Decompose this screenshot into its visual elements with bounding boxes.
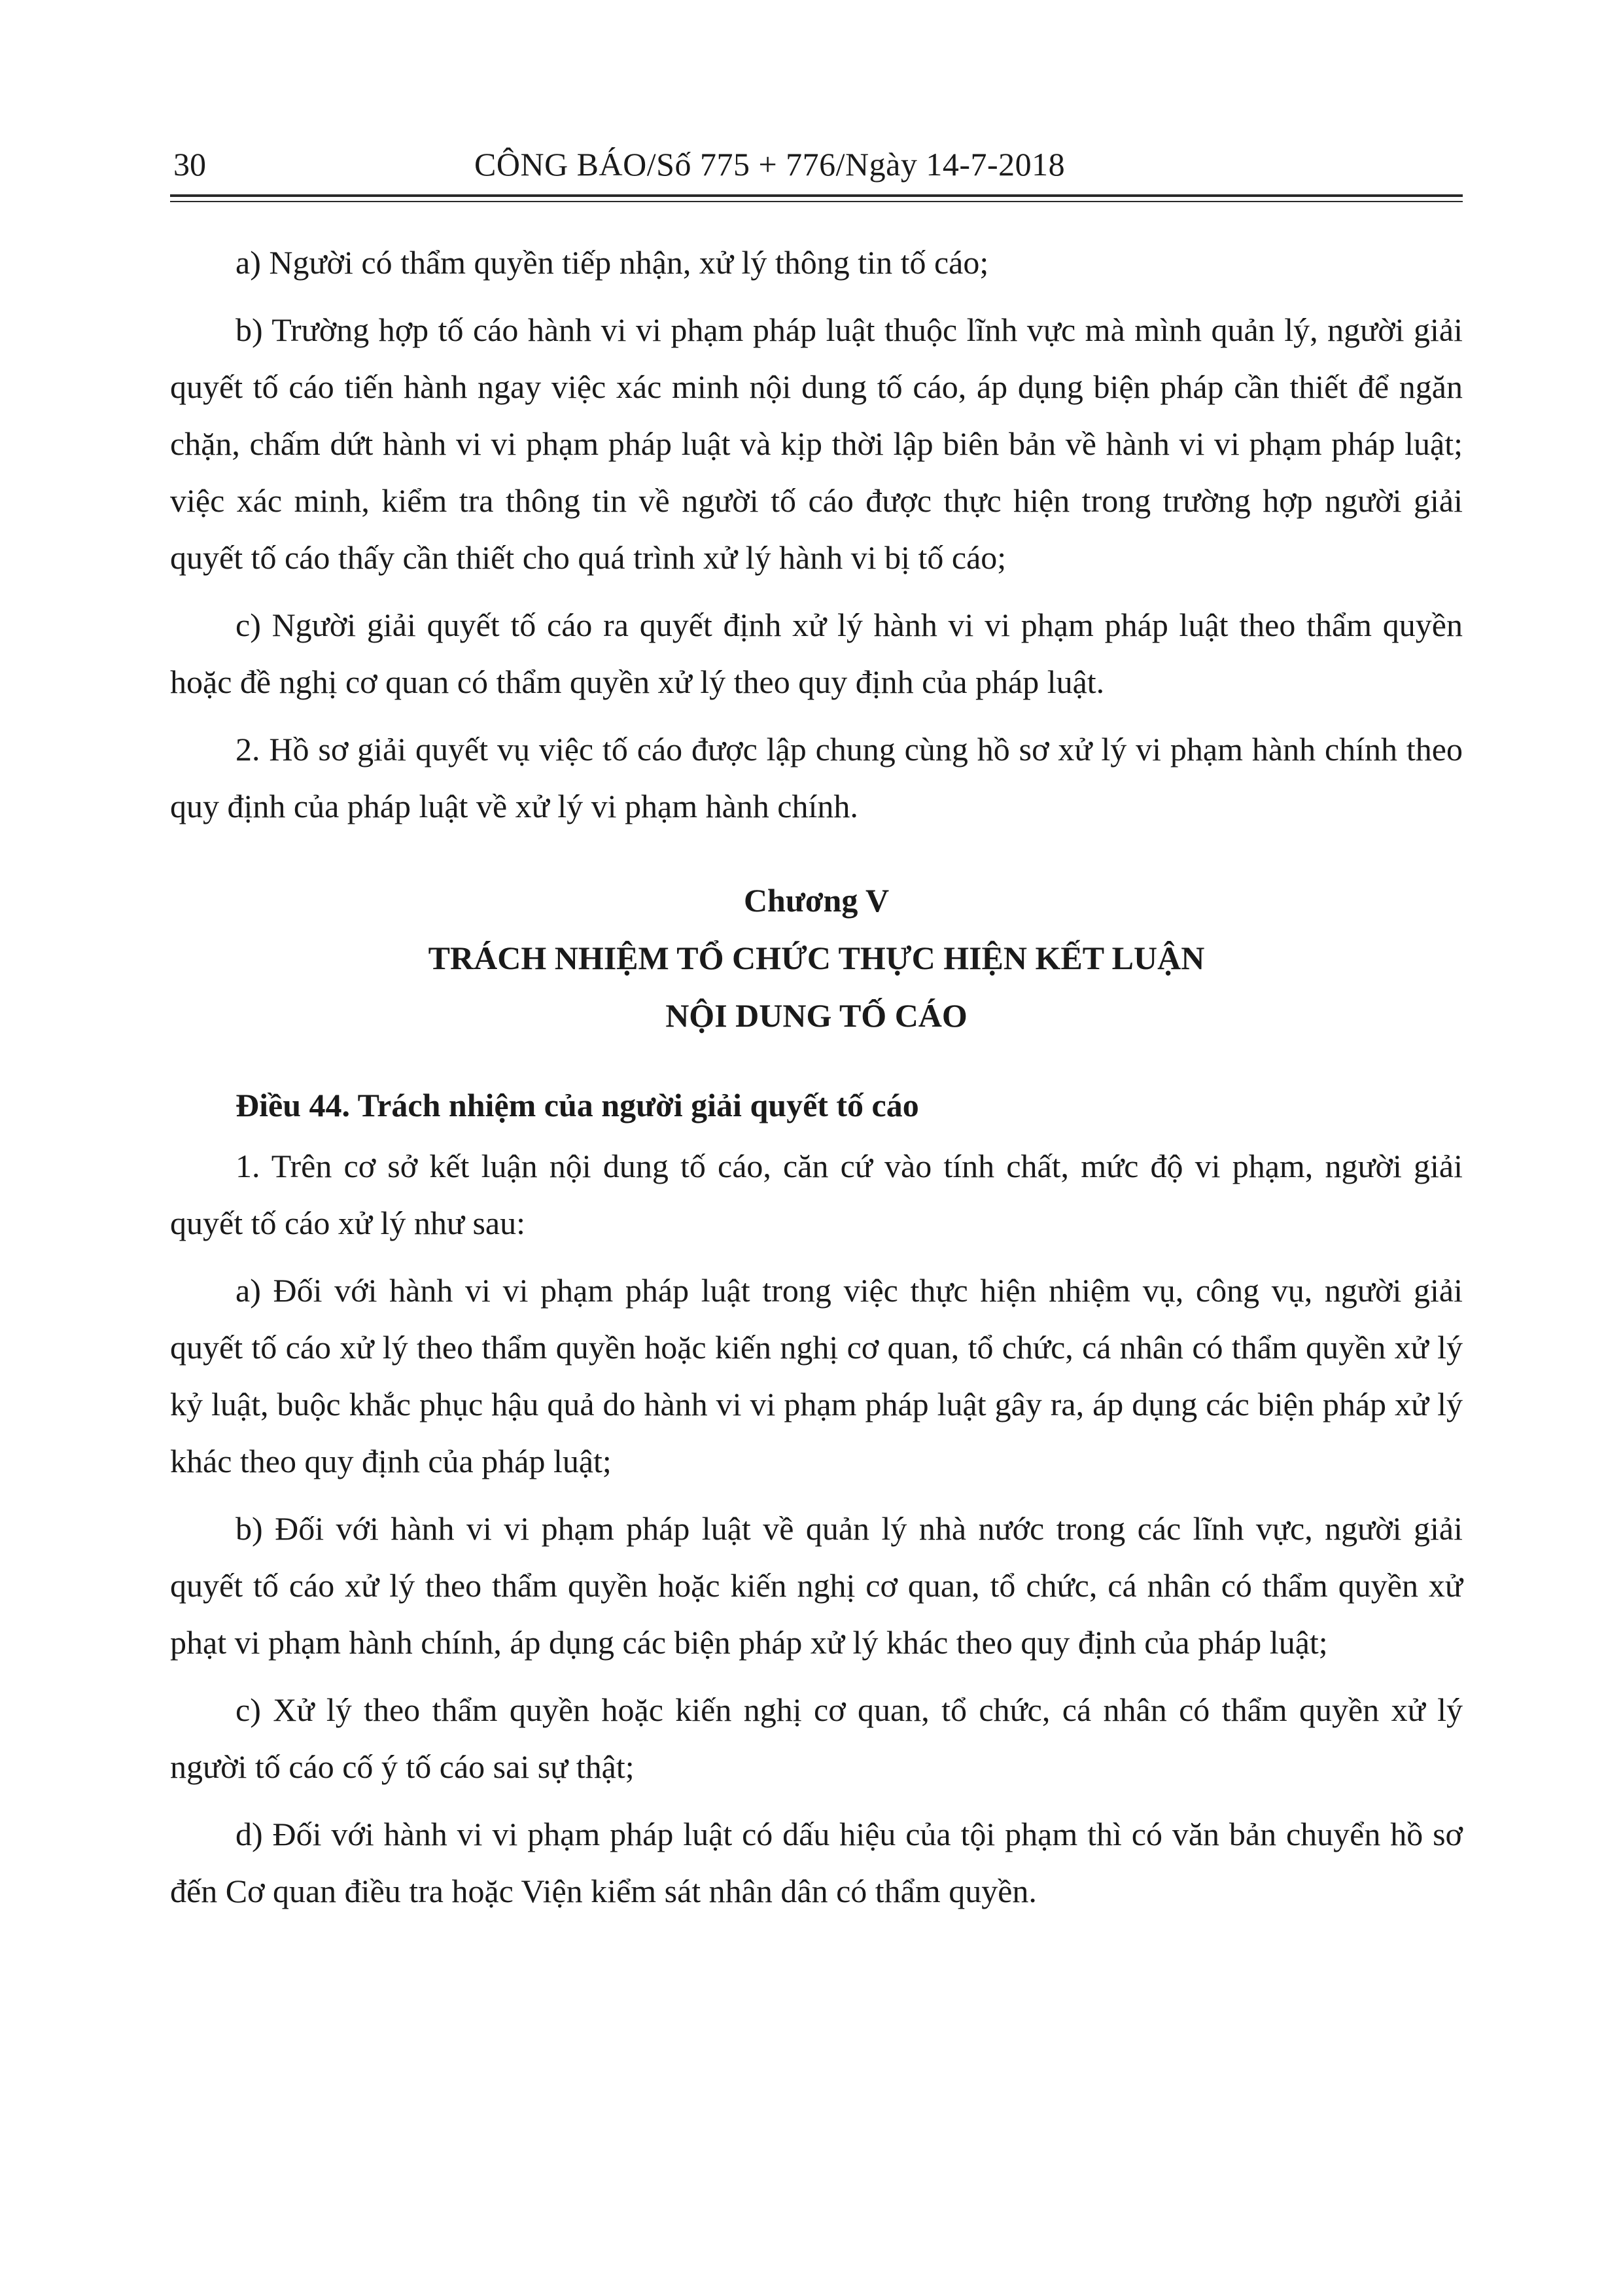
paragraph-1c: c) Người giải quyết tố cáo ra quyết định xử lý hành vi vi phạm pháp luật theo thẩm quyền hoặc đề nghị cơ quan có thẩm quyền xử lý theo quy định của pháp luật. (170, 607, 1463, 700)
paragraph-2: 2. Hồ sơ giải quyết vụ việc tố cáo được lập chung cùng hồ sơ xử lý vi phạm hành chính theo quy định của pháp luật về xử lý vi phạm hành chính. (170, 731, 1463, 824)
gazette-header-title: CÔNG BÁO/Số 775 + 776/Ngày 14-7-2018 (474, 146, 1066, 183)
chapter-title-line-1: TRÁCH NHIỆM TỔ CHỨC THỰC HIỆN KẾT LUẬN (428, 940, 1205, 976)
header-rule-thick (170, 194, 1463, 197)
article-paragraph-d: d) Đối với hành vi vi phạm pháp luật có dấu hiệu của tội phạm thì có văn bản chuyển hồ sơ đến Cơ quan điều tra hoặc Viện kiểm sát nhân dân có thẩm quyền. (170, 1816, 1463, 1909)
article-paragraph-1: 1. Trên cơ sở kết luận nội dung tố cáo, căn cứ vào tính chất, mức độ vi phạm, người giải quyết tố cáo xử lý như sau: (170, 1148, 1463, 1241)
chapter-heading (170, 872, 1463, 1044)
page-number: 30 (173, 146, 206, 183)
paragraph-1b: b) Trường hợp tố cáo hành vi vi phạm pháp luật thuộc lĩnh vực mà mình quản lý, người giải quyết tố cáo tiến hành ngay việc xác minh nội dung tố cáo, áp dụng biện pháp cần thiết để ngăn chặn, chấm dứt hành vi vi phạm pháp luật và kịp thời lập biên bản về hành vi vi phạm pháp luật; việc xác minh, kiểm tra thông tin về người tố cáo được thực hiện trong trường hợp người giải quyết tố cáo thấy cần thiết cho quá trình xử lý hành vi bị tố cáo; (170, 311, 1463, 576)
article-title: Điều 44. Trách nhiệm của người giải quyết tố cáo (236, 1087, 919, 1123)
paragraph-1a: a) Người có thẩm quyền tiếp nhận, xử lý thông tin tố cáo; (236, 244, 989, 281)
article-paragraph-c: c) Xử lý theo thẩm quyền hoặc kiến nghị cơ quan, tổ chức, cá nhân có thẩm quyền xử lý người tố cáo cố ý tố cáo sai sự thật; (170, 1691, 1463, 1785)
header-rule-thin (170, 201, 1463, 202)
chapter-number: Chương V (743, 882, 890, 919)
chapter-title-line-2: NỘI DUNG TỐ CÁO (665, 997, 968, 1034)
document-page (170, 131, 1463, 1909)
article-paragraph-b: b) Đối với hành vi vi phạm pháp luật về quản lý nhà nước trong các lĩnh vực, người giải quyết tố cáo xử lý theo thẩm quyền hoặc kiến nghị cơ quan, tổ chức, cá nhân có thẩm quyền xử phạt vi phạm hành chính, áp dụng các biện pháp xử lý khác theo quy định của pháp luật; (170, 1510, 1463, 1661)
article-paragraph-a: a) Đối với hành vi vi phạm pháp luật trong việc thực hiện nhiệm vụ, công vụ, người giải quyết tố cáo xử lý theo thẩm quyền hoặc kiến nghị cơ quan, tổ chức, cá nhân có thẩm quyền xử lý kỷ luật, buộc khắc phục hậu quả do hành vi vi phạm pháp luật gây ra, áp dụng các biện pháp xử lý khác theo quy định của pháp luật; (170, 1272, 1463, 1479)
document-body (170, 234, 1463, 1930)
page-header (170, 131, 1463, 190)
